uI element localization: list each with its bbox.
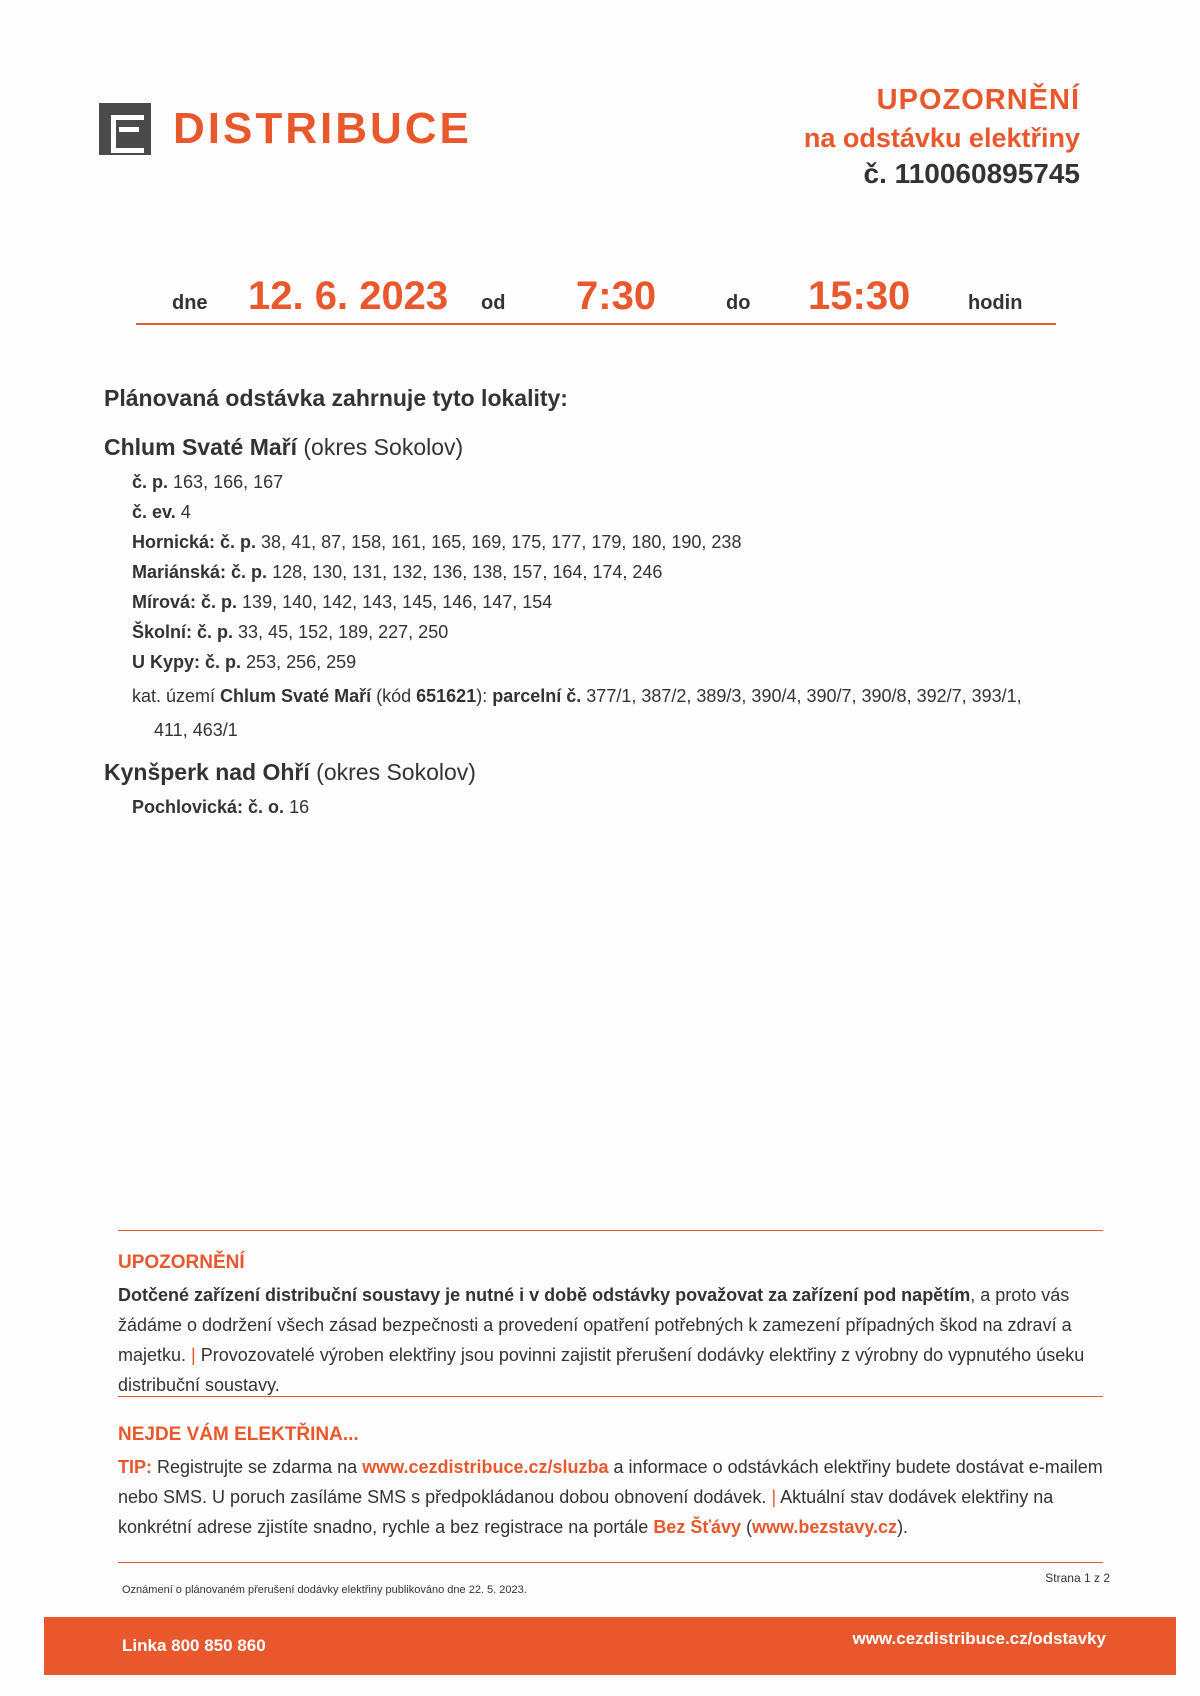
address-line	[132, 467, 1104, 497]
warning-title: UPOZORNĚNÍ	[118, 1252, 245, 1273]
end-time: 15:30	[808, 274, 911, 318]
cadastral-line	[132, 681, 1104, 711]
address-label: Hornická: č. p.	[132, 532, 257, 552]
address-label: Mariánská: č. p.	[132, 562, 268, 582]
divider	[118, 1562, 1103, 1563]
hotline[interactable]: Linka 800 850 860	[122, 1636, 266, 1655]
address-line	[132, 617, 1104, 647]
parcel-label: parcelní č.	[492, 686, 582, 706]
outage-date: 12. 6. 2023	[248, 274, 449, 318]
address-line	[132, 557, 1104, 587]
to-label: do	[726, 292, 751, 314]
address-value: 4	[180, 502, 191, 522]
service-link[interactable]: www.cezdistribuce.cz/sluzba	[362, 1457, 609, 1477]
brand-name: DISTRIBUCE	[173, 104, 472, 153]
cadastral-area: Chlum Svaté Maří	[220, 686, 372, 706]
location-district: (okres Sokolov)	[316, 759, 476, 785]
address-value: 33, 45, 152, 189, 227, 250	[238, 622, 449, 642]
divider	[118, 1396, 1103, 1397]
tip-text-3: Aktuální stav dodávek elektřiny na konkrétní adrese zjistíte snadno, rychle a bez registrace na portále	[118, 1487, 1054, 1537]
location-name: Kynšperk nad Ohří	[104, 759, 310, 785]
location-name: Chlum Svaté Maří	[104, 434, 297, 460]
tip-text-1: Registrujte se zdarma na	[157, 1457, 358, 1477]
tip-text	[118, 1452, 1108, 1542]
address-line	[132, 497, 1104, 527]
address-line	[132, 527, 1104, 557]
warning-bold-text: Dotčené zařízení distribuční soustavy je nutné i v době odstávky považovat za zařízení pod napětím	[118, 1285, 971, 1305]
cez-distribuce-logo	[99, 103, 472, 155]
location-title	[104, 759, 1104, 786]
schedule-line	[136, 265, 1056, 325]
tip-section	[118, 1424, 1108, 1542]
parcel-numbers: 377/1, 387/2, 389/3, 390/4, 390/7, 390/8, 392/7, 393/1,	[586, 686, 1022, 706]
publication-note: Oznámení o plánovaném přerušení dodávky elektřiny publikováno dne 22. 5. 2023.	[122, 1584, 527, 1596]
notice-title: UPOZORNĚNÍ	[876, 84, 1080, 116]
paren-close: ).	[897, 1517, 909, 1537]
warning-producers: Provozovatelé výroben elektřiny jsou povinni zajistit přerušení dodávky elektřiny z výrobny do vypnutého úseku distribuční soustavy.	[118, 1345, 1085, 1395]
divider	[118, 1230, 1103, 1231]
tip-text-2: a informace o odstávkách elektřiny budete dostávat e-mailem nebo SMS. U poruch zasíláme SMS s předpokládanou dobou obnovení dodávek.	[118, 1457, 1103, 1507]
notice-header	[804, 84, 1080, 190]
location-block	[104, 434, 1104, 745]
location-title	[104, 434, 1104, 461]
parcel-numbers-cont: 411, 463/1	[154, 720, 238, 740]
address-label: Školní: č. p.	[132, 622, 234, 642]
footer-bar	[44, 1617, 1176, 1675]
address-label: Mírová: č. p.	[132, 592, 238, 612]
address-value: 253, 256, 259	[246, 652, 357, 672]
separator: |	[191, 1345, 196, 1365]
outage-website-link[interactable]: www.cezdistribuce.cz/odstavky	[852, 1629, 1106, 1648]
address-line	[132, 792, 1104, 822]
notice-subtitle: na odstávku elektřiny	[803, 123, 1080, 153]
locations-intro: Plánovaná odstávka zahrnuje tyto lokality:	[104, 385, 568, 411]
address-line	[132, 587, 1104, 617]
address-value: 139, 140, 142, 143, 145, 146, 147, 154	[242, 592, 553, 612]
cadastral-code-suffix: ):	[476, 686, 488, 706]
tip-label: TIP:	[118, 1457, 152, 1477]
address-value: 38, 41, 87, 158, 161, 165, 169, 175, 177, 179, 180, 190, 238	[261, 532, 742, 552]
cadastral-prefix: kat. území	[132, 686, 216, 706]
portal-name: Bez Šťávy	[653, 1517, 741, 1537]
address-value: 163, 166, 167	[173, 472, 284, 492]
separator: |	[771, 1487, 777, 1507]
hours-label: hodin	[968, 292, 1023, 314]
bezstavy-link[interactable]: www.bezstavy.cz	[752, 1517, 898, 1537]
safety-warning	[118, 1252, 1108, 1400]
address-value: 16	[289, 797, 310, 817]
locations-section	[104, 385, 1104, 822]
address-label: č. ev.	[132, 502, 176, 522]
address-line	[132, 647, 1104, 677]
address-value: 128, 130, 131, 132, 136, 138, 157, 164, 174, 246	[272, 562, 663, 582]
cadastral-code-prefix: (kód	[376, 686, 412, 706]
location-district: (okres Sokolov)	[303, 434, 464, 460]
from-label: od	[481, 292, 506, 314]
address-label: č. p.	[132, 472, 169, 492]
paren-open: (	[746, 1517, 752, 1537]
cez-logo-icon	[99, 103, 151, 155]
location-block	[104, 759, 1104, 822]
tip-title: NEJDE VÁM ELEKTŘINA...	[118, 1424, 359, 1445]
start-time: 7:30	[576, 274, 657, 318]
cadastral-code: 651621	[416, 686, 477, 706]
notice-number: č. 110060895745	[863, 158, 1080, 189]
address-label: Pochlovická: č. o.	[132, 797, 285, 817]
warning-body: , a proto vás žádáme o dodržení všech zásad bezpečnosti a provedení opatření potřebných k zamezení případných škod na zdraví a majetku.	[118, 1285, 1072, 1365]
date-label: dne	[172, 292, 208, 314]
page-number: Strana 1 z 2	[1045, 1571, 1110, 1585]
address-label: U Kypy: č. p.	[132, 652, 242, 672]
warning-text	[118, 1280, 1108, 1400]
